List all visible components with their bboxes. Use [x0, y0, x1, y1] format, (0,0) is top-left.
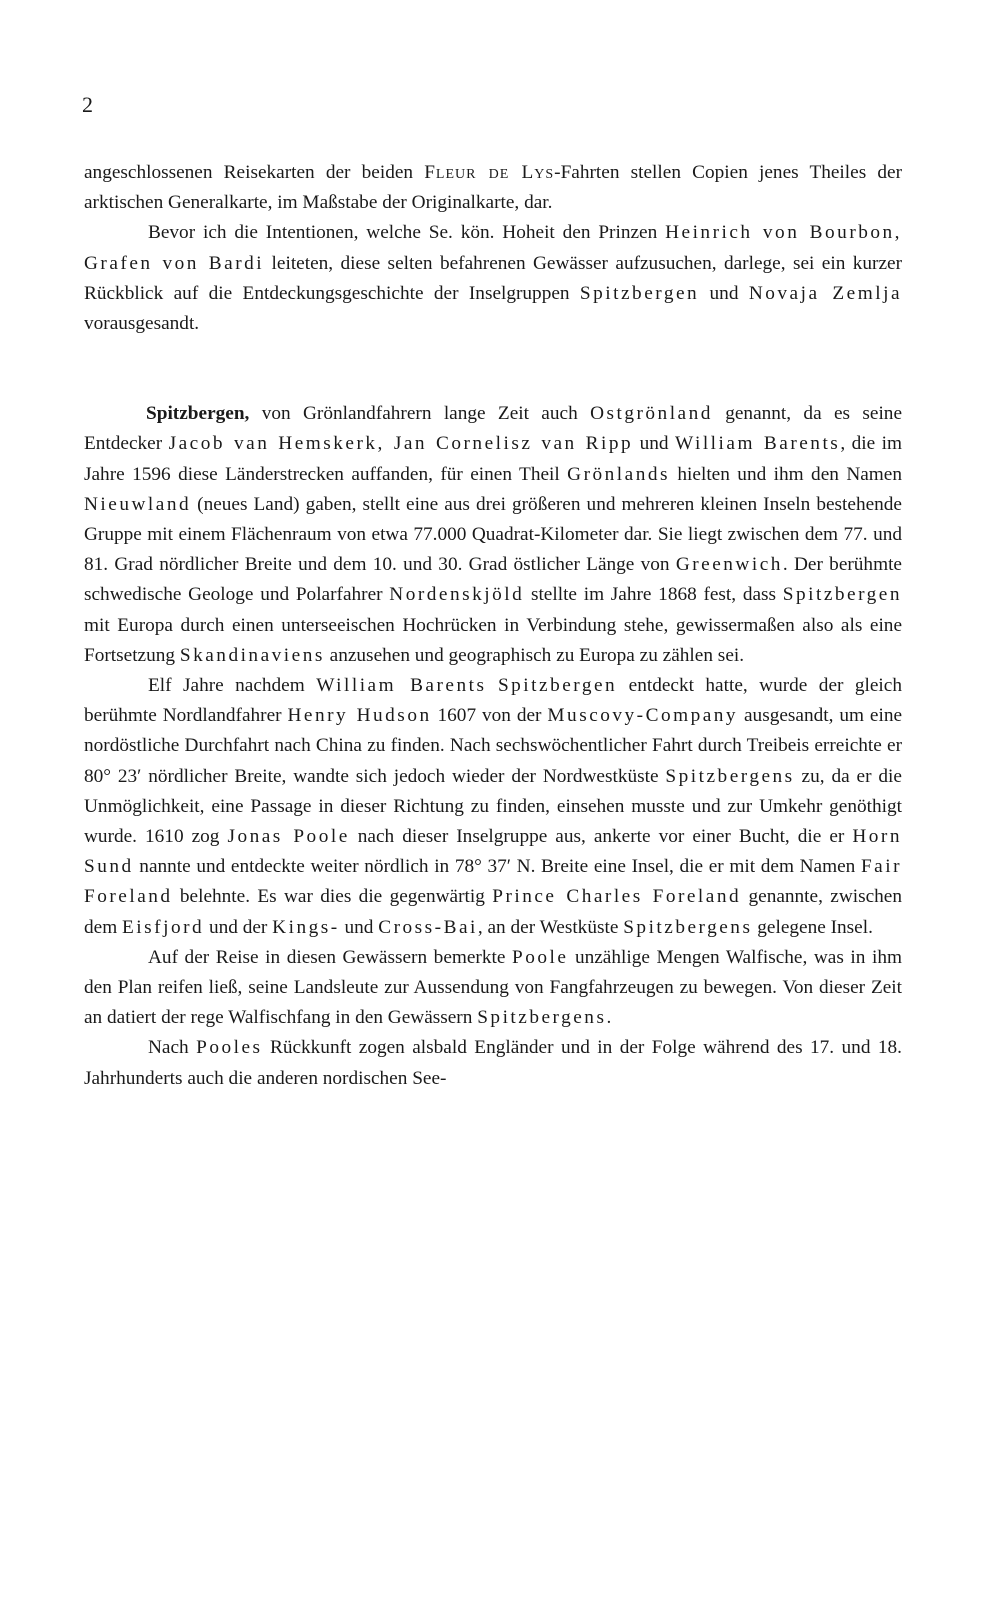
place-name: Spitzbergens	[477, 1007, 607, 1029]
text-run: Rückkunft zogen alsbald Engländer und in der Folge während des 17. und 18. Jahrhunderts auch die anderen nordischen See-	[84, 1037, 902, 1089]
person-name: William Barents	[316, 675, 487, 697]
text-run: ausgesandt, um eine nordöstliche Durchfahrt nach China zu finden. Nach sechswöchentlicher Fahrt durch Treibeis erreichte er 80° 23′ nördlicher Breite, wandte sich jedoch wieder der Nordwestküste	[84, 705, 903, 787]
text-run: , die im Jahre 1596 diese Länderstrecken auffanden, für einen Theil	[84, 433, 902, 485]
person-name: Heinrich von Bourbon, Grafen von Bardi	[84, 222, 902, 274]
paragraph-2	[84, 218, 902, 339]
place-name: Spitzbergens	[623, 916, 753, 938]
text-run: zu, da er die Unmöglichkeit, eine Passage in dieser Richtung zu finden, einsehen musste und zur Umkehr genöthigt wurde. 1610 zog	[84, 765, 902, 848]
text-run: , an der Westküste	[477, 916, 624, 938]
place-name: Horn Sund	[84, 826, 902, 878]
company-name: Muscovy-Company	[547, 705, 739, 727]
person-name: Henry Hudson	[287, 705, 432, 727]
place-name: Prince Charles Foreland	[492, 886, 742, 908]
paragraph-1	[84, 158, 902, 218]
text-run: .	[606, 1007, 612, 1029]
person-name: Nordenskjöld	[389, 584, 525, 606]
text-run: (neues Land) gaben, stellt eine aus drei größeren und mehreren kleinen Inseln bestehende Gruppe mit einem Flächenraum von etwa 77.000 Quadrat-Kilometer dar. Sie liegt zwischen dem 77. und 81. Grad nördlicher Breite und dem 10. und 30. Grad östlicher Länge von	[84, 493, 902, 576]
page-number: 2	[82, 92, 93, 117]
place-name: Grönlands	[567, 463, 670, 485]
place-name: Spitzbergens	[665, 765, 795, 787]
place-name: Eisfjord	[122, 916, 205, 938]
text-run: unzählige Mengen Walfische, was in ihm den Plan reifen ließ, seine Landsleute zur Aussendung von Fangfahrzeugen zu bewegen. Von dieser Zeit an datiert der rege Walfischfang in den Gewässern	[84, 946, 902, 1029]
text-run: und der	[204, 916, 273, 938]
text-run: und	[633, 433, 676, 455]
text-run: und	[339, 916, 379, 938]
place-name: Spitzbergen	[497, 675, 618, 697]
text-run: Bevor ich die Intentionen, welche Se. kön. Hoheit den Prinzen	[148, 222, 666, 244]
place-name: Greenwich	[675, 554, 783, 576]
text-run: Auf der Reise in diesen Gewässern bemerkte	[148, 946, 512, 968]
place-name: Spitzbergen	[782, 584, 902, 606]
person-name: William Barents	[675, 433, 841, 455]
paragraph-6	[84, 1033, 902, 1093]
place-name: Cross-Bai	[378, 916, 478, 938]
place-name: Novaja Zemlja	[748, 282, 902, 304]
place-name: Skandinaviens	[179, 644, 325, 666]
text-run: leiteten, diese selten befahrenen Gewässer aufzusuchen, darlege, sei ein kurzer Rückblick auf die Entdeckungsgeschichte der Inselgruppen	[84, 252, 903, 304]
body-text	[84, 158, 902, 1094]
text-run: genannte, zwischen dem	[84, 886, 902, 938]
text-run	[486, 675, 497, 696]
text-run: 1607 von der	[431, 705, 548, 727]
text-run: nannte und entdeckte weiter nördlich in 78° 37′ N. Breite eine Insel, die er mit dem Namen	[133, 856, 861, 878]
person-name: Pooles	[196, 1037, 263, 1059]
paragraph-4	[84, 671, 902, 943]
text-run: mit Europa durch einen unterseeischen Hochrücken in Verbindung stehe, gewissermaßen also als eine Fortsetzung	[84, 614, 902, 666]
place-name: Fair Foreland	[84, 856, 902, 908]
place-name: Nieuwland	[84, 493, 192, 515]
text-run: gelegene Insel.	[752, 916, 873, 938]
text-run: genannt, da es seine Entdecker	[84, 403, 903, 455]
section-heading: Spitzbergen,	[146, 403, 250, 425]
text-run: und	[699, 282, 749, 304]
paragraph-3	[84, 399, 902, 671]
person-name: Jonas Poole	[227, 826, 350, 848]
text-run: nach dieser Inselgruppe aus, ankerte vor einer Bucht, die er	[349, 826, 853, 848]
ship-name: Fleur de Lys	[424, 162, 555, 183]
text-run: . Der berühmte schwedische Geologe und Polarfahrer	[84, 554, 902, 606]
person-name: Jacob van Hemskerk, Jan Cornelisz van Ripp	[168, 433, 634, 455]
text-run: angeschlossenen Reisekarten der beiden	[84, 162, 425, 183]
place-name: Spitzbergen	[579, 282, 700, 304]
text-run: hielten und ihm den Namen	[670, 463, 902, 485]
person-name: Poole	[511, 946, 569, 968]
paragraph-5	[84, 943, 902, 1034]
place-name: Ostgrönland	[590, 403, 713, 425]
text-run: belehnte. Es war dies die gegenwärtig	[172, 886, 493, 908]
text-run: stellte im Jahre 1868 fest, dass	[524, 584, 783, 606]
text-run: Nach	[148, 1037, 197, 1059]
text-run: vorausgesandt.	[84, 313, 200, 335]
text-run: Elf Jahre nachdem	[148, 675, 317, 697]
place-name: Kings-	[272, 916, 340, 938]
text-run: von Grönlandfahrern lange Zeit auch	[249, 403, 591, 425]
text-run: anzusehen und geographisch zu Europa zu zählen sei.	[324, 644, 745, 666]
text-run: -Fahrten stellen Copien jenes Theiles der arktischen Generalkarte, im Maßstabe der Originalkarte, dar.	[84, 162, 902, 214]
text-run: entdeckt hatte, wurde der gleich berühmte Nordlandfahrer	[84, 675, 902, 727]
